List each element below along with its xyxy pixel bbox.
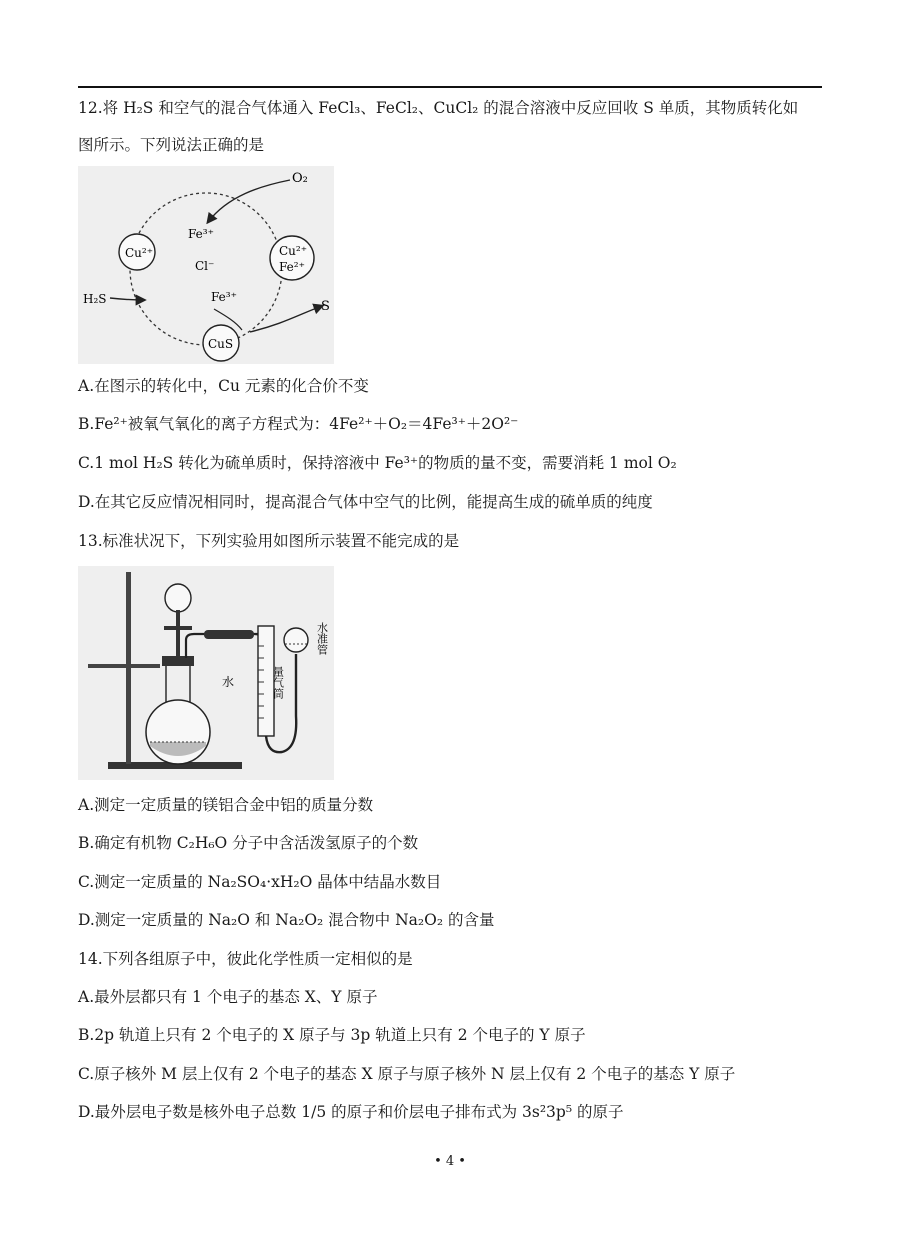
separatory-funnel-bulb	[165, 584, 191, 612]
q12-option-b: B.Fe²⁺被氧气氧化的离子方程式为：4Fe²⁺＋O₂＝4Fe³⁺＋2O²⁻	[78, 415, 519, 433]
cu2-right-label: Cu²⁺	[279, 244, 308, 258]
q14-stem: 14.下列各组原子中，彼此化学性质一定相似的是	[78, 950, 413, 968]
flask-neck	[166, 662, 190, 704]
fe3-bottom-label: Fe³⁺	[211, 290, 237, 304]
q14-option-a: A.最外层都只有 1 个电子的基态 X、Y 原子	[78, 988, 378, 1006]
q12-option-a: A.在图示的转化中，Cu 元素的化合价不变	[78, 377, 369, 395]
page-number: • 4 •	[434, 1154, 466, 1169]
q13-option-c: C.测定一定质量的 Na₂SO₄·xH₂O 晶体中结晶水数目	[78, 873, 442, 891]
funnel-stopcock	[164, 626, 192, 630]
s-label: S	[321, 299, 330, 314]
leveling-bulb	[284, 628, 308, 652]
gas-burette-label: 量气筒	[271, 666, 285, 699]
top-rule	[78, 86, 822, 88]
q12-option-c: C.1 mol H₂S 转化为硫单质时，保持溶液中 Fe³⁺的物质的量不变，需要消耗 1 mol O₂	[78, 454, 677, 472]
cl-label: Cl⁻	[195, 259, 215, 273]
q14-option-b: B.2p 轨道上只有 2 个电子的 X 原子与 3p 轨道上只有 2 个电子的 Y 原子	[78, 1026, 586, 1044]
fe2-right-label: Fe²⁺	[279, 260, 305, 274]
flask-stopper	[162, 656, 194, 666]
cu2-left-label: Cu²⁺	[125, 246, 154, 260]
q13-option-b: B.确定有机物 C₂H₆O 分子中含活泼氢原子的个数	[78, 834, 419, 852]
rubber-tube	[204, 630, 254, 639]
q13-apparatus-diagram	[78, 566, 334, 780]
q12-diagram-svg	[78, 166, 334, 364]
q12-option-d: D.在其它反应情况相同时，提高混合气体中空气的比例，能提高生成的硫单质的纯度	[78, 493, 653, 511]
q13-option-a: A.测定一定质量的镁铝合金中铝的质量分数	[78, 796, 374, 814]
water-label: 水	[222, 675, 235, 689]
h2s-label: H₂S	[83, 292, 107, 306]
q12-conversion-diagram	[78, 166, 334, 364]
q12-stem-line2: 图所示。下列说法正确的是	[78, 136, 265, 154]
fe3-top-label: Fe³⁺	[188, 227, 214, 241]
level-tube-label: 水准管	[315, 622, 329, 655]
q14-option-c: C.原子核外 M 层上仅有 2 个电子的基态 X 原子与原子核外 N 层上仅有 2 个电子的基态 Y 原子	[78, 1065, 736, 1083]
q13-apparatus-svg	[78, 566, 334, 780]
q12-stem-line1: 12.将 H₂S 和空气的混合气体通入 FeCl₃、FeCl₂、CuCl₂ 的混合溶液中反应回收 S 单质，其物质转化如	[78, 99, 799, 117]
q13-option-d: D.测定一定质量的 Na₂O 和 Na₂O₂ 混合物中 Na₂O₂ 的含量	[78, 911, 495, 929]
cus-label: CuS	[208, 337, 234, 351]
h2s-arrow	[110, 298, 144, 300]
q14-option-d: D.最外层电子数是核外电子总数 1/5 的原子和价层电子排布式为 3s²3p⁵ 的原子	[78, 1103, 624, 1121]
clamp-arm	[88, 664, 160, 668]
o2-label: O₂	[292, 171, 308, 186]
o2-arrow	[208, 180, 290, 222]
q13-stem: 13.标准状况下，下列实验用如图所示装置不能完成的是	[78, 532, 460, 550]
s-arrow	[250, 306, 322, 332]
